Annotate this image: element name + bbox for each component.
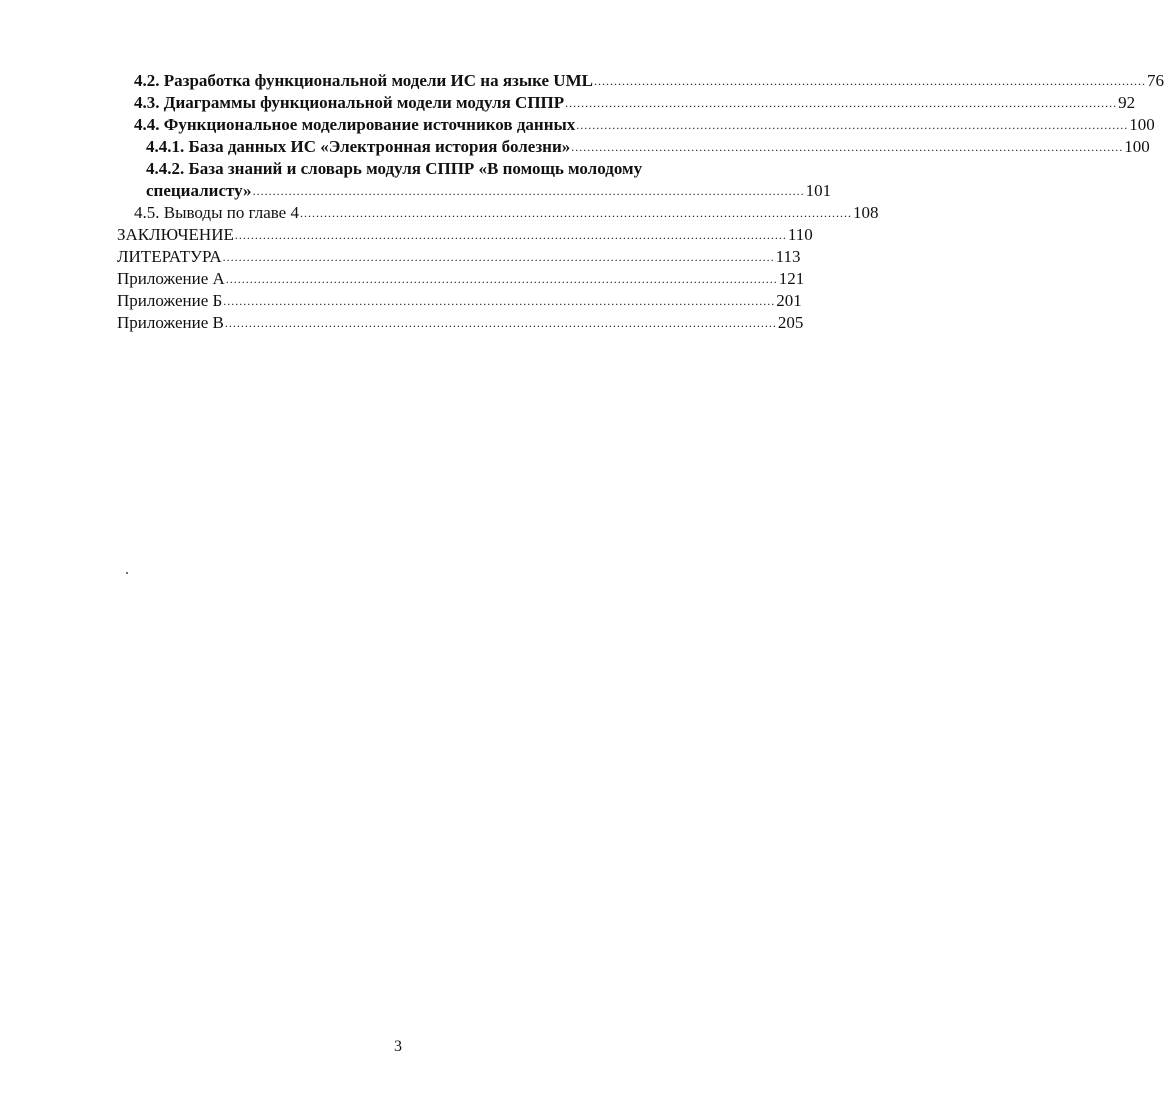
- toc-entry-title: 4.2. Разработка функциональной модели ИС на языке UML: [134, 71, 593, 90]
- toc-dot-leader: ..........................................................................................................................................: [252, 184, 805, 198]
- toc-entry-title: 4.4. Функциональное моделирование источников данных: [134, 115, 576, 134]
- toc-dot-leader: ..........................................................................................................................................: [222, 250, 775, 264]
- toc-entry-page: 110: [787, 225, 813, 244]
- toc-entry-title: 4.4.1. База данных ИС «Электронная история болезни»: [146, 137, 571, 156]
- toc-entry-4-4: [117, 114, 1155, 136]
- toc-entry-page: 100: [1129, 115, 1155, 134]
- toc-entry-page: 205: [777, 313, 804, 332]
- toc-entry-title: 4.5. Выводы по главе 4: [134, 203, 299, 222]
- toc-entry-appendix-a: [117, 268, 805, 290]
- toc-dot-leader: ..........................................................................................................................................: [225, 272, 778, 286]
- toc-entry-title: 4.3. Диаграммы функциональной модели модуля СППР: [134, 93, 565, 112]
- toc-entry-4-5: [117, 202, 879, 224]
- toc-entry-appendix-v: [117, 312, 804, 334]
- toc-entry-4-4-2: [117, 158, 742, 180]
- toc-entry-title: Приложение Б: [117, 291, 223, 310]
- toc-entry-title: ЗАКЛЮЧЕНИЕ: [117, 225, 234, 244]
- toc-dot-leader: ..........................................................................................................................................: [223, 294, 776, 308]
- toc-dot-leader: ..........................................................................................................................................: [224, 316, 777, 330]
- page-number: 3: [394, 1038, 402, 1055]
- toc-entry-page: 113: [775, 247, 801, 266]
- toc-dot-leader: ..........................................................................................................................................: [234, 228, 787, 242]
- toc-entry-4-3: [117, 92, 1136, 114]
- toc-entry-page: 101: [805, 181, 832, 200]
- toc-entry-title: 4.4.2. База знаний и словарь модуля СППР «В помощь молодому: [146, 159, 643, 178]
- toc-dot-leader: ..........................................................................................................................................: [299, 206, 852, 220]
- toc-entry-4-4-2-continuation: [117, 180, 832, 202]
- toc-entry-page: 92: [1118, 93, 1136, 112]
- toc-entry-4-4-1: [117, 136, 1150, 158]
- toc-entry-page: 76: [1146, 71, 1164, 90]
- toc-entry-conclusion: [117, 224, 813, 246]
- toc-dot-leader: ..........................................................................................................................................: [565, 96, 1118, 110]
- toc-entry-page: 201: [776, 291, 802, 310]
- toc-entry-title: ЛИТЕРАТУРА: [117, 247, 222, 266]
- toc-entry-page: 100: [1124, 137, 1150, 156]
- table-of-contents: [117, 70, 1164, 334]
- toc-entry-4-2: [117, 70, 1164, 92]
- toc-entry-title: Приложение А: [117, 269, 225, 288]
- toc-entry-title: Приложение В: [117, 313, 224, 332]
- toc-entry-page: 121: [778, 269, 805, 288]
- toc-dot-leader: ..........................................................................................................................................: [593, 74, 1146, 88]
- toc-dot-leader: ..........................................................................................................................................: [576, 118, 1129, 132]
- toc-entry-literature: [117, 246, 801, 268]
- toc-entry-page: 108: [852, 203, 879, 222]
- scan-speck: [126, 572, 128, 574]
- toc-entry-appendix-b: [117, 290, 802, 312]
- toc-dot-leader: ..........................................................................................................................................: [571, 140, 1124, 154]
- toc-entry-title-continuation: специалисту»: [146, 181, 252, 200]
